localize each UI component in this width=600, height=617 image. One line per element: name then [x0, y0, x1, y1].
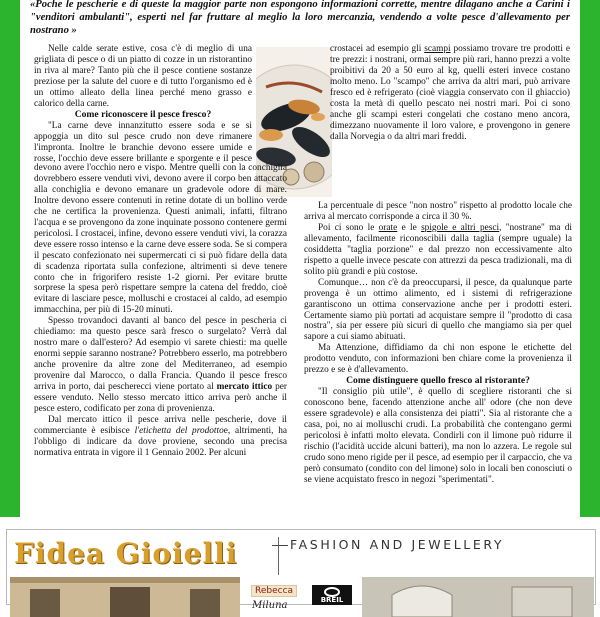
building-image [10, 577, 240, 617]
ad-divider [278, 537, 279, 575]
ad-tagline: FASHION AND JEWELLERY [290, 537, 505, 552]
article-intro: «Poche le pescherie e di queste la maggior parte non espongono informazioni corrette, mentre dilagano anche a Carini i "venditori ambulanti", esperti nel far fruttare al meglio la loro mercanzia, vendendo a volte pesce d'allevamento per nostrano » [30, 0, 570, 36]
paragraph [34, 415, 287, 459]
text-run-underlined: spigole e altri pesci [421, 222, 500, 233]
column-right-top [330, 44, 570, 204]
paragraph: Ma Attenzione, diffidiamo da chi non espone le etichette del prodotto venduto, con informazioni ben chiare come la provenienza il prezzo e se è d'allevamento. [304, 343, 572, 376]
paragraph [304, 223, 572, 278]
rebecca-logo: Rebecca [251, 585, 297, 597]
breil-logo [312, 585, 352, 605]
text-run: possiamo trovare tre prodotti e tre prezzi: i nostrani, ormai sempre più rari, hanno prezzi a volte proibitivi da 20 a 50 euro al kg, quelli esteri invece costano molto meno. Lo "scampo" che arriva da altri mari, può arrivare fresco ed è refrigerato (cioè viaggia conservato con il ghiaccio) costa la metà di quello pescato nei nostri mari. Poi ci sono anche gli scampi esteri congelati che costano meno ancora, dimezzano nuovamente il loro valore, e provengono in genere dalla Norvegia o da altri mari freddi. [330, 44, 570, 142]
column-left-body [34, 163, 287, 515]
section-heading: Come distinguere quello fresco al ristorante? [346, 375, 530, 387]
column-right-body [304, 201, 572, 517]
ad-brand-name: Fidea Gioielli [14, 537, 238, 570]
shop-front-photo-right [362, 577, 594, 617]
text-run: Dal mercato ittico il pesce arriva nelle pescherie, dove il commerciante è esibisce [34, 414, 287, 436]
paragraph: Comunque… non c'è da preoccuparsi, il pesce, da qualunque parte provenga è un ottimo alimento, ed i sistemi di refrigerazione garantiscono un ottima conservazione anche per i prodotti esteri. Certamente siamo più portati ad acquistare sempre il "prodotto di casa nostra", sia per essere più sicuri di quello che mangiamo sia per quel sapore a cui siamo abituati. [304, 277, 572, 343]
text-run: crostacei ad esempio gli [330, 44, 422, 54]
text-run: Poi ci sono le [318, 222, 375, 233]
shop-front-photo-left [10, 577, 240, 617]
advertisement[interactable] [0, 517, 600, 611]
paragraph [34, 316, 287, 415]
text-run-italic: l'etichetta del prodotto [134, 425, 224, 436]
article-content [20, 0, 580, 517]
paragraph: "Il consiglio più utile", è quello di scegliere ristoranti che si conoscono bene, facendo attenzione anche all' odore (che non deve essere sgradevole) e alla consistenza dei piatti". Sia al ristorante che a casa, poi, no ai molluschi crudi. La probabilità che contengano germi pericolosi è infatti molto elevata. Condirli con il limone può ridurre il rischio (l'acidità uccide alcuni batteri), ma non lo azzera. Le regole sul crudo sono meno rigide per il pesce, ad esempio per il carpaccio, che va però consumato (condito con del limone) solo in locali ben conosciuti o se viene acquistato fresco in negozi "sperimentati". [304, 387, 572, 485]
text-run: , "nostrane" ma di allevamento, facilmente riconoscibili dalla taglia (sempre uguale) la cosiddetta "taglia porzione" e dal prezzo non eccessivamente alto rispetto a quelle invece pescate con attrezzi da pesca tradizionali, ma di solito più grandi e più costose. [304, 222, 572, 277]
left-green-bar [0, 0, 20, 517]
ad-rule [272, 545, 288, 546]
text-run: per essere venduto. Nello stesso mercato ittico arriva però anche il pesce estero, codificato per zona di provenienza. [34, 382, 287, 414]
column-left-top [34, 44, 252, 164]
section-heading: Come riconoscere il pesce fresco? [74, 108, 212, 120]
text-run: Spesso trovandoci davanti al banco del pesce in pescheria ci chiediamo: ma questo pesce sarà fresco o surgelato? Verrà dal nostro mare o dall'estero? Ad esempio vi sarete chiesti: ma quelle enormi seppie saranno nostrane? Potrebbero esserlo, ma potrebbero anche provenire da altre zone del Mediterraneo, ad esempio provenire dal Marocco, o dalla Francia. Quando il pesce fresco arriva in porto, dai pescherecci viene portato al [34, 316, 287, 393]
breil-logo-text: BREIL [320, 596, 344, 604]
arch-building-image [362, 577, 594, 617]
right-green-bar [580, 0, 600, 517]
miluna-logo: Miluna [252, 600, 288, 611]
text-run: e le [401, 222, 417, 233]
text-run-bold: mercato ittico [216, 382, 273, 393]
paragraph: Nelle calde serate estive, cosa c'è di meglio di una grigliata di pesce o di un piatto di cozze in un ristorantino in riva al mare? Tanto più che il pesce contiene sostanze preziose per la salute del cuore e di tutto l'organismo ed è un ottimo alleato della linea perché meno grasso e calorico della carne. [34, 44, 252, 109]
text-run: e, altrimenti, ha l'obbligo di indicare da dove proviene, secondo una precisa normativa entrata in vigore il 1 Gennaio 2002. Per alcuni [34, 425, 287, 458]
paragraph: La percentuale di pesce "non nostro" rispetto al prodotto locale che arriva al mercato corrisponde a circa il 30 %. [304, 201, 572, 222]
text-run-underlined: scampi [424, 44, 451, 54]
paragraph [330, 44, 570, 143]
breil-mark-icon [324, 587, 340, 597]
paragraph: "La carne deve innanzitutto essere soda e se si appoggia un dito sul pesce crudo non deve rimanere l'impronta. Inoltre le branchie devono essere umide e rosse, l'occhio deve essere brillante e sporgente e il pesce [34, 120, 252, 164]
paragraph: devono avere l'occhio nero e vispo. Mentre quelli con la conchiglia dovrebbero essere venduti vivi, devono avere il corpo ben attaccato alla conchiglia e devono emanare un gradevole odore di mare. Inoltre devono essere contenuti in retine dotate di un bollino verde che ne certifica la provenienza. Questi animali, infatti, filtrano l'acqua e se provengono da zone inquinate possono contenere germi pericolosi. I crostacei, infine, devono essere venduti vivi, la corazza deve essere rosso intenso e la carne deve essere soda. Se si compera il pescato confezionato nei supermercati ci si può fidare della data di scadenza riportata sulla confezione, altrimenti si deve tenere conto che in frigorifero resiste 1-2 giorni. Per evitare brutte sorprese la spesa però rispettare sempre la catena del freddo, cioè evitare di lasciare pesce, molluschi e crostacei al caldo, ad esempio immacchina, per più di 15-20 minuti. [34, 163, 287, 316]
text-run-underlined: orate [378, 222, 398, 233]
